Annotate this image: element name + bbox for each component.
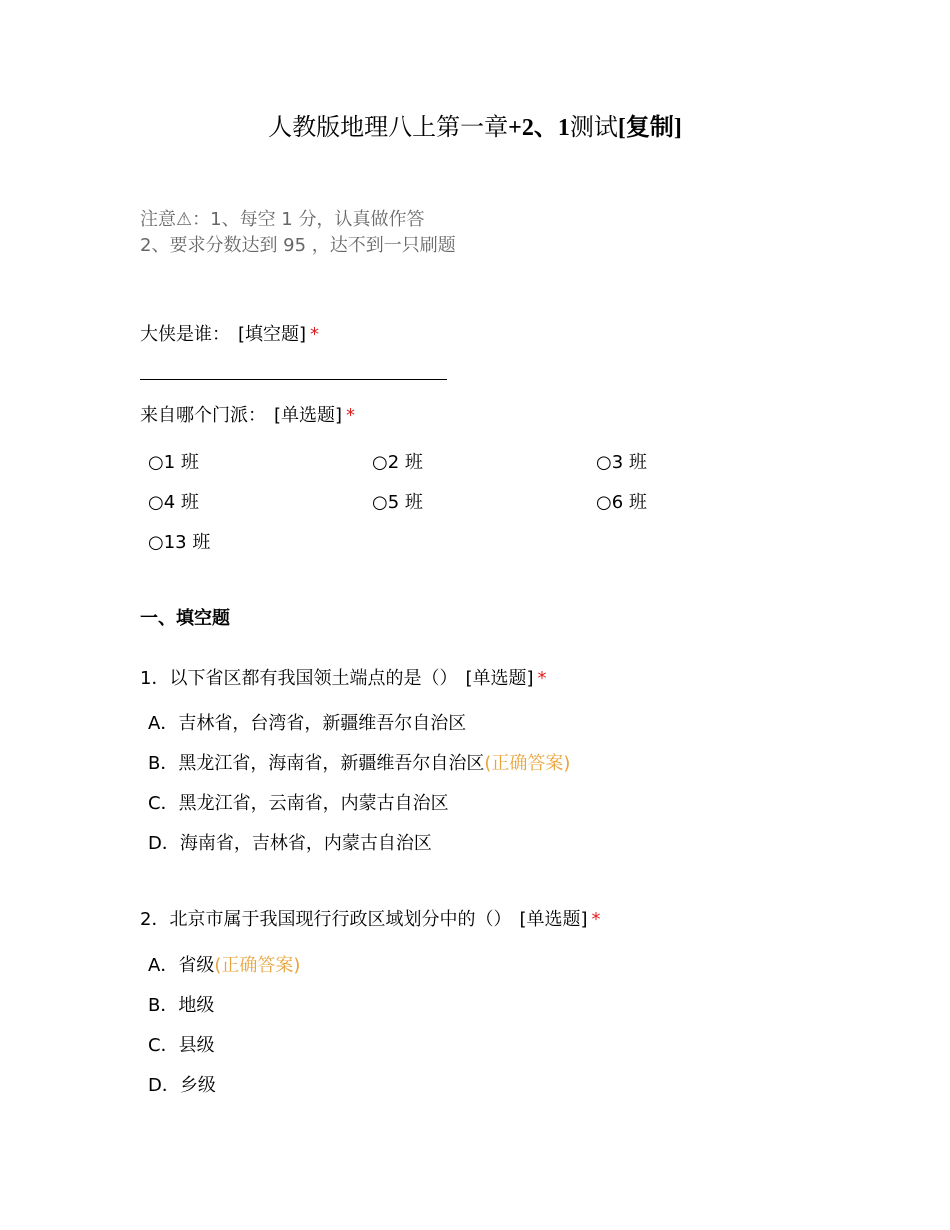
correct-answer-marker: (正确答案) [214,955,301,976]
q2-option-d[interactable] [148,1073,216,1099]
class-option-2[interactable]: ○2 班 [372,452,423,473]
class-option-4[interactable]: ○4 班 [148,492,199,513]
class-option-5[interactable]: ○5 班 [372,492,423,513]
question-2-label: 2．北京市属于我国现行行政区域划分中的（） [140,909,512,930]
option-text: B．黑龙江省，海南省，新疆维吾尔自治区 [148,753,485,774]
q2-option-c[interactable] [148,1033,215,1059]
option-text: D．海南省，吉林省，内蒙古自治区 [148,833,432,854]
question-type-badge: [单选题] [465,668,534,689]
title-part3: 测试 [569,113,618,141]
question-type-badge: [单选题] [274,405,343,426]
question-name [140,322,319,348]
question-type-badge: [单选题] [519,909,588,930]
option-text: D．乡级 [148,1075,216,1096]
title-part4: [复制] [617,115,682,141]
question-class [140,403,355,429]
q1-option-a[interactable] [148,711,466,737]
required-marker: * [591,909,601,930]
section-heading: 一、填空题 [140,608,230,629]
question-1-label: 1．以下省区都有我国领土端点的是（） [140,668,458,689]
q2-option-b[interactable] [148,993,214,1019]
required-marker: * [346,405,356,426]
required-marker: * [537,668,547,689]
question-type-badge: [填空题] [238,324,307,345]
correct-answer-marker: (正确答案) [484,753,571,774]
notice-line-1: 注意⚠：1、每空 1 分，认真做作答 [140,209,425,230]
class-option-6[interactable]: ○6 班 [596,492,647,513]
question-class-label: 来自哪个门派： [140,405,266,426]
question-2 [140,907,601,933]
page-title [0,110,950,145]
notice-line-2: 2、要求分数达到 95 ，达不到一只刷题 [140,235,456,256]
class-option-1[interactable]: ○1 班 [148,452,199,473]
q2-option-a[interactable] [148,953,300,979]
q1-option-d[interactable] [148,831,432,857]
title-part2: +2、1 [508,115,570,141]
name-answer-blank[interactable] [140,379,447,380]
option-text: A．省级 [148,955,215,976]
question-name-label: 大侠是谁： [140,324,230,345]
option-text: A．吉林省，台湾省，新疆维吾尔自治区 [148,713,467,734]
question-1 [140,666,547,692]
required-marker: * [310,324,320,345]
class-option-3[interactable]: ○3 班 [596,452,647,473]
q1-option-b[interactable] [148,751,570,777]
option-text: B．地级 [148,995,215,1016]
title-part1: 人教版地理八上第一章 [268,113,509,141]
q1-option-c[interactable] [148,791,449,817]
notice-block [140,207,456,259]
option-text: C．黑龙江省，云南省，内蒙古自治区 [148,793,449,814]
class-option-13[interactable]: ○13 班 [148,532,211,553]
option-text: C．县级 [148,1035,215,1056]
